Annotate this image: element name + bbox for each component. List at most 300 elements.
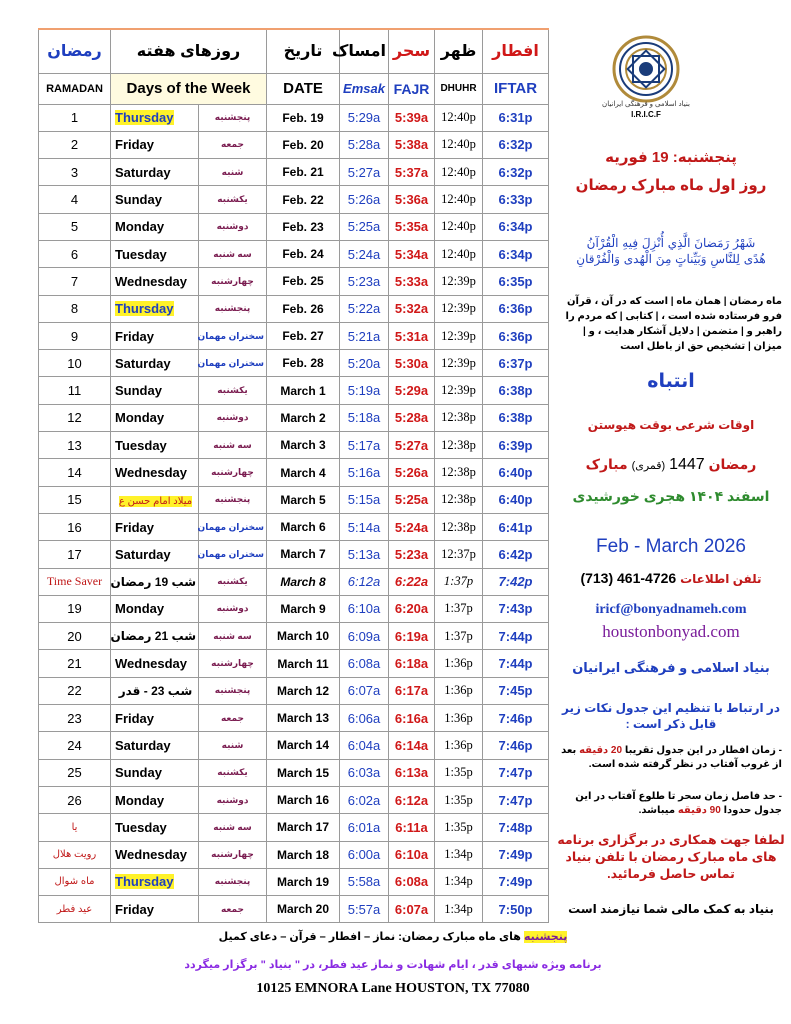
ramadan-day-cell: عید فطر	[39, 896, 111, 923]
fajr-cell: 5:35a	[389, 213, 435, 240]
ramadan-day-cell: یا	[39, 814, 111, 841]
ramadan-day-cell: 8	[39, 295, 111, 322]
weekday-en-cell: Tuesday	[111, 814, 199, 841]
dhuhr-cell: 1:34p	[435, 896, 483, 923]
ramadan-day-cell: ماه شوال	[39, 868, 111, 895]
birthday-highlight: میلاد امام حسن ع	[118, 496, 193, 508]
note-iftar-offset	[556, 744, 782, 772]
table-row	[39, 404, 549, 431]
table-row	[39, 623, 549, 650]
dhuhr-cell: 12:39p	[435, 268, 483, 295]
date-cell: March 8	[267, 568, 340, 595]
date-cell: Feb. 26	[267, 295, 340, 322]
ramadan-day-cell: 25	[39, 759, 111, 786]
emsak-cell: 5:17a	[340, 432, 389, 459]
table-row	[39, 186, 549, 213]
header-days-fa: روزهای هفته	[111, 29, 267, 73]
emsak-cell: 6:09a	[340, 623, 389, 650]
weekday-fa-cell: پنجشنبه	[199, 486, 267, 513]
dhuhr-cell: 1:36p	[435, 732, 483, 759]
weekday-en-cell: Saturday	[111, 732, 199, 759]
fajr-cell: 5:33a	[389, 268, 435, 295]
quran-translation: ماه رمضان | همان ماه | است که در آن ، قرآن فرو فرستاده شده است ، | کتابی | که مردم را راهبر و | متضمن | دلایل آشکار هدایت ، و | میزان | تشخیص حق از باطل است	[565, 296, 782, 352]
emsak-cell: 6:00a	[340, 841, 389, 868]
table-row	[39, 786, 549, 813]
financial-support: بنیاد به کمک مالی شما نیازمند است	[568, 902, 774, 916]
ramadan-day-cell: 17	[39, 541, 111, 568]
houston-times-note: اوقات شرعی بوقت هیوستن	[587, 418, 755, 432]
weekday-en-cell: Wednesday	[111, 650, 199, 677]
ramadan-day-cell: 15	[39, 486, 111, 513]
header-days-en: Days of the Week	[111, 73, 267, 104]
ramadan-year-number: 1447	[669, 456, 705, 473]
fajr-cell: 6:16a	[389, 705, 435, 732]
table-row	[39, 868, 549, 895]
date-cell: Feb. 24	[267, 240, 340, 267]
dhuhr-cell: 12:40p	[435, 213, 483, 240]
weekday-fa-cell: سخنران مهمان	[199, 322, 267, 349]
ramadan-day-cell: 22	[39, 677, 111, 704]
dhuhr-cell: 12:40p	[435, 240, 483, 267]
header-date-en: DATE	[267, 73, 340, 104]
date-cell: March 12	[267, 677, 340, 704]
emsak-cell: 6:04a	[340, 732, 389, 759]
quran-verse-line1: شَهْرُ رَمَضانَ الَّذِي أُنْزِلَ فِيهِ الْقُرْآنُ	[586, 236, 756, 250]
header-dhuhr-en: DHUHR	[435, 73, 483, 104]
phone-number[interactable]: (713) 461-4726	[580, 570, 677, 586]
dhuhr-cell: 1:37p	[435, 623, 483, 650]
date-cell: Feb. 22	[267, 186, 340, 213]
emsak-cell: 6:01a	[340, 814, 389, 841]
weekday-fa-cell: پنجشنبه	[199, 868, 267, 895]
weekday-fa-cell: شنبه	[199, 159, 267, 186]
dhuhr-cell: 1:37p	[435, 595, 483, 622]
first-day-title: روز اول ماه مبارک رمضان	[575, 177, 767, 194]
iftar-cell: 7:44p	[483, 623, 549, 650]
ramadan-year	[556, 456, 786, 474]
iftar-cell: 6:34p	[483, 240, 549, 267]
iftar-cell: 7:46p	[483, 705, 549, 732]
dhuhr-cell: 12:38p	[435, 486, 483, 513]
weekday-fa-cell: دوشنبه	[199, 213, 267, 240]
weekday-en-cell	[111, 104, 199, 131]
fajr-cell: 5:38a	[389, 131, 435, 158]
table-row	[39, 759, 549, 786]
website-link[interactable]: houstonbonyad.com	[602, 622, 740, 641]
table-row	[39, 322, 549, 349]
ramadan-day-cell: رویت هلال	[39, 841, 111, 868]
ramadan-day-cell: 24	[39, 732, 111, 759]
iftar-cell: 6:37p	[483, 350, 549, 377]
ramadan-day-cell: 21	[39, 650, 111, 677]
weekday-en-cell: Wednesday	[111, 841, 199, 868]
fajr-cell: 5:37a	[389, 159, 435, 186]
table-row	[39, 295, 549, 322]
table-row	[39, 513, 549, 540]
note2-highlight: 90 دقیقه	[677, 805, 721, 816]
weekday-fa-cell: چهارشنبه	[199, 650, 267, 677]
header-iftar-en: IFTAR	[483, 73, 549, 104]
header-dhuhr-fa: ظهر	[435, 29, 483, 73]
table-row	[39, 677, 549, 704]
date-cell: Feb. 27	[267, 322, 340, 349]
ramadan-year-lunar: (قمری)	[631, 460, 666, 472]
fajr-cell: 6:20a	[389, 595, 435, 622]
iftar-cell: 7:42p	[483, 568, 549, 595]
iftar-cell: 6:42p	[483, 541, 549, 568]
weekday-en-cell: Friday	[111, 513, 199, 540]
org-name: بنیاد اسلامی و فرهنگی ایرانیان	[572, 660, 770, 675]
table-row	[39, 240, 549, 267]
first-day-date: پنجشنبه: 19 فوریه	[605, 149, 737, 166]
dhuhr-cell: 1:37p	[435, 568, 483, 595]
iftar-cell: 7:49p	[483, 841, 549, 868]
ramadan-day-cell: 9	[39, 322, 111, 349]
iftar-cell: 6:36p	[483, 295, 549, 322]
weekday-en-cell: Monday	[111, 404, 199, 431]
table-row	[39, 541, 549, 568]
header-emsak-en: Emsak	[340, 73, 389, 104]
iftar-cell: 6:38p	[483, 404, 549, 431]
date-cell: Feb. 19	[267, 104, 340, 131]
iftar-cell: 6:39p	[483, 432, 549, 459]
ramadan-day-cell: 20	[39, 623, 111, 650]
fajr-cell: 6:12a	[389, 786, 435, 813]
dhuhr-cell: 1:35p	[435, 786, 483, 813]
note1-pre: - زمان افطار در این جدول تقریبا	[624, 745, 782, 756]
fajr-cell: 5:28a	[389, 404, 435, 431]
weekday-en-cell	[111, 486, 199, 513]
dhuhr-cell: 12:40p	[435, 104, 483, 131]
table-row	[39, 131, 549, 158]
table-row	[39, 705, 549, 732]
iftar-cell: 7:43p	[483, 595, 549, 622]
logo-caption: بنیاد اسلامی و فرهنگی ایرانیان	[602, 101, 690, 108]
thursday-highlight: پنجشنبه	[523, 931, 568, 943]
weekday-en-cell: Friday	[111, 705, 199, 732]
weekday-en-cell: Monday	[111, 595, 199, 622]
weekday-en-cell: Friday	[111, 322, 199, 349]
emsak-cell: 5:58a	[340, 868, 389, 895]
fajr-cell: 6:11a	[389, 814, 435, 841]
table-row	[39, 104, 549, 131]
fajr-cell: 5:39a	[389, 104, 435, 131]
date-cell: March 5	[267, 486, 340, 513]
weekday-en-cell: Wednesday	[111, 268, 199, 295]
table-row	[39, 486, 549, 513]
ramadan-year-post: مبارک	[585, 456, 628, 472]
weekday-fa-cell: پنجشنبه	[199, 295, 267, 322]
header-fajr-fa: سحر	[389, 29, 435, 73]
weekday-fa-cell: پنجشنبه	[199, 104, 267, 131]
weekday-fa-cell: سه شنبه	[199, 240, 267, 267]
iftar-cell: 7:50p	[483, 896, 549, 923]
table-row	[39, 159, 549, 186]
note2-pre: - حد فاصل زمان سحر تا طلوع آفتاب در این جدول حدودا	[575, 791, 782, 816]
emsak-cell: 5:16a	[340, 459, 389, 486]
month-range: Feb - March 2026	[596, 536, 746, 557]
cooperation-request: لطفا جهت همکاری در برگزاری برنامه های ماه مبارک رمضان با تلفن بنیاد تماس حاصل فرمائید.	[557, 833, 785, 881]
emsak-cell: 6:06a	[340, 705, 389, 732]
iftar-cell: 6:36p	[483, 322, 549, 349]
date-cell: Feb. 20	[267, 131, 340, 158]
iftar-cell: 7:47p	[483, 759, 549, 786]
dhuhr-cell: 1:35p	[435, 759, 483, 786]
emsak-cell: 5:28a	[340, 131, 389, 158]
note-fajr-sunrise	[556, 790, 782, 818]
date-cell: March 19	[267, 868, 340, 895]
ramadan-day-cell: 26	[39, 786, 111, 813]
dhuhr-cell: 12:39p	[435, 322, 483, 349]
weekday-en-cell: شب 19 رمضان	[111, 568, 199, 595]
dhuhr-cell: 1:36p	[435, 705, 483, 732]
date-cell: March 7	[267, 541, 340, 568]
iftar-cell: 6:40p	[483, 459, 549, 486]
fajr-cell: 5:32a	[389, 295, 435, 322]
weekday-en-cell: Saturday	[111, 350, 199, 377]
iftar-cell: 7:46p	[483, 732, 549, 759]
table-row	[39, 568, 549, 595]
notes-intro: در ارتباط با تنظیم این جدول نکات زیر قابل ذکر است :	[561, 701, 780, 731]
date-cell: March 14	[267, 732, 340, 759]
iftar-cell: 6:31p	[483, 104, 549, 131]
note1-highlight: 20 دقیقه	[579, 745, 623, 756]
date-cell: Feb. 21	[267, 159, 340, 186]
table-row	[39, 459, 549, 486]
weekday-fa-cell: پنجشنبه	[199, 677, 267, 704]
iftar-cell: 6:35p	[483, 268, 549, 295]
weekday-fa-cell: یکشنبه	[199, 377, 267, 404]
dhuhr-cell: 12:40p	[435, 186, 483, 213]
emsak-cell: 5:27a	[340, 159, 389, 186]
weekday-en-cell: شب 21 رمضان	[111, 623, 199, 650]
ramadan-day-cell: 5	[39, 213, 111, 240]
thursday-highlight: Thursday	[115, 301, 174, 317]
fajr-cell: 5:30a	[389, 350, 435, 377]
header-iftar-fa: افطار	[483, 29, 549, 73]
quran-verse-line2: هُدًى لِلنَّاسِ وَبَيِّناتٍ مِنَ الْهُدى وَالْفُرْقانِ	[576, 252, 766, 266]
emsak-cell: 5:14a	[340, 513, 389, 540]
date-cell: March 17	[267, 814, 340, 841]
table-row	[39, 213, 549, 240]
fajr-cell: 5:29a	[389, 377, 435, 404]
ramadan-day-cell: 10	[39, 350, 111, 377]
table-row	[39, 432, 549, 459]
emsak-cell: 6:02a	[340, 786, 389, 813]
date-cell: March 13	[267, 705, 340, 732]
weekday-en-cell: Sunday	[111, 377, 199, 404]
weekday-fa-cell: سخنران مهمان	[199, 350, 267, 377]
fajr-cell: 6:07a	[389, 896, 435, 923]
header-row-persian	[39, 29, 549, 73]
phone-label: تلفن اطلاعات	[680, 572, 762, 586]
fajr-cell: 5:31a	[389, 322, 435, 349]
emsak-cell: 5:18a	[340, 404, 389, 431]
address: 10125 EMNORA Lane HOUSTON, TX 77080	[256, 981, 530, 996]
table-row	[39, 896, 549, 923]
emsak-cell: 5:29a	[340, 104, 389, 131]
weekday-en-cell	[111, 295, 199, 322]
ramadan-day-cell: 14	[39, 459, 111, 486]
date-cell: March 20	[267, 896, 340, 923]
fajr-cell: 5:26a	[389, 459, 435, 486]
table-row	[39, 841, 549, 868]
weekday-en-cell: Monday	[111, 786, 199, 813]
date-cell: March 11	[267, 650, 340, 677]
dhuhr-cell: 12:39p	[435, 350, 483, 377]
date-cell: March 6	[267, 513, 340, 540]
date-cell: March 1	[267, 377, 340, 404]
date-cell: March 16	[267, 786, 340, 813]
weekday-en-cell: Monday	[111, 213, 199, 240]
date-cell: March 15	[267, 759, 340, 786]
weekday-fa-cell: چهارشنبه	[199, 459, 267, 486]
iftar-cell: 7:47p	[483, 786, 549, 813]
header-emsak-fa: امساک	[340, 29, 389, 73]
fajr-cell: 5:36a	[389, 186, 435, 213]
fajr-cell: 5:23a	[389, 541, 435, 568]
fajr-cell: 5:24a	[389, 513, 435, 540]
weekday-fa-cell: یکشنبه	[199, 568, 267, 595]
dhuhr-cell: 1:36p	[435, 677, 483, 704]
weekday-fa-cell: جمعه	[199, 896, 267, 923]
date-cell: March 2	[267, 404, 340, 431]
email-link[interactable]: iricf@bonyadnameh.com	[595, 602, 747, 617]
weekday-fa-cell: شنبه	[199, 732, 267, 759]
phone-line	[556, 570, 786, 586]
dhuhr-cell: 1:34p	[435, 868, 483, 895]
thursday-program	[38, 930, 748, 943]
weekday-en-cell: Friday	[111, 131, 199, 158]
weekday-en-cell: شب 23 - قدر	[111, 677, 199, 704]
weekday-en-cell	[111, 868, 199, 895]
iftar-cell: 6:38p	[483, 377, 549, 404]
weekday-en-cell: Wednesday	[111, 459, 199, 486]
dhuhr-cell: 12:40p	[435, 159, 483, 186]
special-program: برنامه ویژه شبهای قدر ، ایام شهادت و نماز عید فطر، در " بنیاد " برگزار میگردد	[184, 959, 602, 971]
iftar-cell: 6:32p	[483, 159, 549, 186]
weekday-fa-cell: جمعه	[199, 131, 267, 158]
emsak-cell: 5:15a	[340, 486, 389, 513]
date-cell: Feb. 28	[267, 350, 340, 377]
dhuhr-cell: 12:37p	[435, 541, 483, 568]
weekday-fa-cell: دوشنبه	[199, 404, 267, 431]
ramadan-day-cell: 11	[39, 377, 111, 404]
iftar-cell: 7:45p	[483, 677, 549, 704]
table-row	[39, 732, 549, 759]
date-cell: March 18	[267, 841, 340, 868]
header-ramadan-fa: رمضان	[39, 29, 111, 73]
fajr-cell: 6:10a	[389, 841, 435, 868]
weekday-fa-cell: سه شنبه	[199, 814, 267, 841]
weekday-fa-cell: سه شنبه	[199, 432, 267, 459]
table-row	[39, 350, 549, 377]
note1-post: بعد از غروب آفتاب در نظر گرفته شده است.	[561, 745, 782, 770]
dhuhr-cell: 12:38p	[435, 459, 483, 486]
weekday-en-cell: Saturday	[111, 541, 199, 568]
weekday-fa-cell: دوشنبه	[199, 595, 267, 622]
iftar-cell: 6:34p	[483, 213, 549, 240]
iftar-cell: 6:33p	[483, 186, 549, 213]
table-row	[39, 814, 549, 841]
emsak-cell: 5:13a	[340, 541, 389, 568]
weekday-fa-cell: یکشنبه	[199, 186, 267, 213]
weekday-fa-cell: چهارشنبه	[199, 841, 267, 868]
dhuhr-cell: 12:38p	[435, 513, 483, 540]
weekday-en-cell: Tuesday	[111, 240, 199, 267]
fajr-cell: 5:34a	[389, 240, 435, 267]
date-cell: March 10	[267, 623, 340, 650]
emsak-cell: 5:25a	[340, 213, 389, 240]
header-row-english	[39, 73, 549, 104]
emsak-cell: 6:07a	[340, 677, 389, 704]
fajr-cell: 6:08a	[389, 868, 435, 895]
table-row	[39, 268, 549, 295]
emsak-cell: 5:20a	[340, 350, 389, 377]
emsak-cell: 6:03a	[340, 759, 389, 786]
weekday-en-cell: Friday	[111, 896, 199, 923]
ramadan-day-cell: 4	[39, 186, 111, 213]
table-row	[39, 650, 549, 677]
date-cell: March 4	[267, 459, 340, 486]
fajr-cell: 6:17a	[389, 677, 435, 704]
ramadan-day-cell: 23	[39, 705, 111, 732]
fajr-cell: 6:19a	[389, 623, 435, 650]
fajr-cell: 6:22a	[389, 568, 435, 595]
dhuhr-cell: 1:36p	[435, 650, 483, 677]
fajr-cell: 6:13a	[389, 759, 435, 786]
emsak-cell: 6:08a	[340, 650, 389, 677]
ramadan-day-cell: 16	[39, 513, 111, 540]
emsak-cell: 5:19a	[340, 377, 389, 404]
fajr-cell: 5:25a	[389, 486, 435, 513]
weekday-fa-cell: یکشنبه	[199, 759, 267, 786]
ramadan-year-pre: رمضان	[708, 456, 757, 472]
ramadan-day-cell: 6	[39, 240, 111, 267]
thursday-program-text: های ماه مبارک رمضان: نماز – افطار – قرآن – دعای کمیل	[218, 931, 521, 943]
header-date-fa: تاریخ	[267, 29, 340, 73]
weekday-en-cell: Saturday	[111, 159, 199, 186]
weekday-fa-cell: سخنران مهمان	[199, 541, 267, 568]
ramadan-day-cell: Time Saver	[39, 568, 111, 595]
weekday-fa-cell: سخنران مهمان	[199, 513, 267, 540]
dhuhr-cell: 1:35p	[435, 814, 483, 841]
ramadan-day-cell: 13	[39, 432, 111, 459]
emsak-cell: 5:22a	[340, 295, 389, 322]
weekday-en-cell: Sunday	[111, 186, 199, 213]
iftar-cell: 6:32p	[483, 131, 549, 158]
weekday-fa-cell: دوشنبه	[199, 786, 267, 813]
weekday-en-cell: Tuesday	[111, 432, 199, 459]
emsak-cell: 5:57a	[340, 896, 389, 923]
ramadan-day-cell: 3	[39, 159, 111, 186]
emsak-cell: 6:10a	[340, 595, 389, 622]
header-ramadan-en: RAMADAN	[39, 73, 111, 104]
dhuhr-cell: 12:38p	[435, 404, 483, 431]
iftar-cell: 7:48p	[483, 814, 549, 841]
logo-code: I.R.I.C.F	[631, 110, 661, 119]
ramadan-day-cell: 1	[39, 104, 111, 131]
ramadan-day-cell: 7	[39, 268, 111, 295]
weekday-fa-cell: چهارشنبه	[199, 268, 267, 295]
emsak-cell: 5:24a	[340, 240, 389, 267]
iftar-cell: 6:40p	[483, 486, 549, 513]
dhuhr-cell: 12:40p	[435, 131, 483, 158]
fajr-cell: 5:27a	[389, 432, 435, 459]
date-cell: March 9	[267, 595, 340, 622]
fajr-cell: 6:18a	[389, 650, 435, 677]
emsak-cell: 6:12a	[340, 568, 389, 595]
